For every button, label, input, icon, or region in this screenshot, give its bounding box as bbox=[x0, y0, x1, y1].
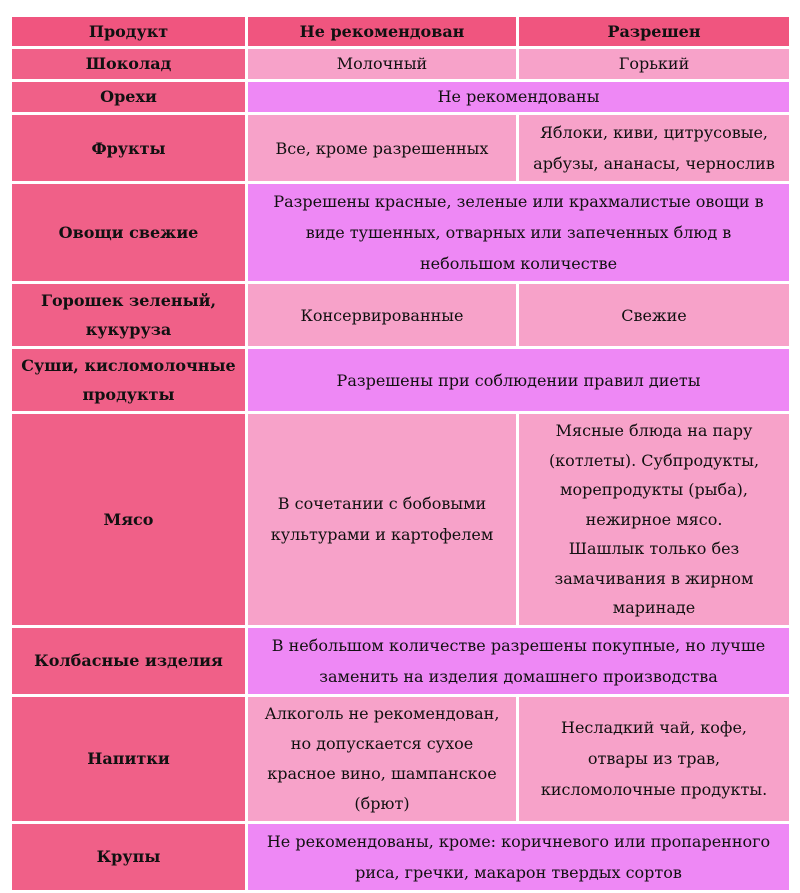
table-row-meat bbox=[12, 414, 789, 625]
fruits-not-recommended: Все, кроме разрешенных bbox=[248, 115, 516, 181]
grains-note-line: риса, гречки, макарон твердых сортов bbox=[355, 862, 682, 882]
product-nuts: Орехи bbox=[12, 82, 245, 112]
sausage-note-line: заменить на изделия домашнего производства bbox=[319, 666, 718, 686]
grains-note-line: Не рекомендованы, кроме: коричневого или пропаренного bbox=[266, 831, 771, 851]
meat-allowed-line: (котлеты). Субпродукты, bbox=[548, 450, 760, 470]
table-row-vegetables bbox=[12, 184, 789, 281]
drinks-allowed-line: кисломолочные продукты. bbox=[540, 780, 768, 799]
table-row-grains bbox=[12, 824, 789, 890]
table-row-nuts bbox=[12, 82, 789, 112]
meat-allowed-line: нежирное мясо. bbox=[585, 509, 723, 529]
sushi-note: Разрешены при соблюдении правил диеты bbox=[248, 349, 789, 411]
vegetables-note bbox=[248, 184, 789, 281]
drinks-not-recommended-line: красное вино, шампанское bbox=[267, 763, 497, 783]
vegetables-note-line: виде тушенных, отварных или запеченных блюд в bbox=[305, 223, 732, 242]
product-peas-line: Горошек зеленый, bbox=[40, 291, 217, 310]
product-drinks: Напитки bbox=[12, 697, 245, 821]
diet-table bbox=[9, 14, 792, 893]
drinks-not-recommended bbox=[248, 697, 516, 821]
fruits-allowed bbox=[519, 115, 789, 181]
sausage-note bbox=[248, 628, 789, 694]
table-row-sausage bbox=[12, 628, 789, 694]
product-peas-line: кукуруза bbox=[85, 320, 172, 339]
product-chocolate: Шоколад bbox=[12, 49, 245, 79]
meat-not-recommended-line: культурами и картофелем bbox=[270, 525, 494, 545]
meat-allowed-line: морепродукты (рыба), bbox=[560, 480, 748, 499]
meat-allowed-line: замачивания в жирном bbox=[554, 568, 754, 588]
product-vegetables: Овощи свежие bbox=[12, 184, 245, 281]
vegetables-note-line: небольшом количестве bbox=[419, 254, 618, 273]
product-sushi-line: продукты bbox=[82, 385, 175, 404]
meat-not-recommended bbox=[248, 414, 516, 625]
peas-allowed: Свежие bbox=[519, 284, 789, 346]
table-header-row bbox=[12, 17, 789, 46]
chocolate-not-recommended: Молочный bbox=[248, 49, 516, 79]
meat-allowed-line: Мясные блюда на пару bbox=[555, 421, 753, 440]
header-allowed: Разрешен bbox=[519, 17, 789, 46]
drinks-not-recommended-line: но допускается сухое bbox=[290, 733, 474, 753]
fruits-allowed-line: арбузы, ананасы, чернослив bbox=[533, 154, 775, 173]
sausage-note-line: В небольшом количестве разрешены покупные, но лучше bbox=[271, 635, 766, 655]
product-meat: Мясо bbox=[12, 414, 245, 625]
drinks-not-recommended-line: (брют) bbox=[354, 793, 410, 813]
table-row-sushi bbox=[12, 349, 789, 411]
table-row-peas bbox=[12, 284, 789, 346]
product-grains: Крупы bbox=[12, 824, 245, 890]
nuts-note: Не рекомендованы bbox=[248, 82, 789, 112]
product-sushi-line: Суши, кисломолочные bbox=[21, 356, 236, 375]
product-fruits: Фрукты bbox=[12, 115, 245, 181]
table-row-drinks bbox=[12, 697, 789, 821]
grains-note bbox=[248, 824, 789, 890]
table-row-fruits bbox=[12, 115, 789, 181]
drinks-allowed-line: Несладкий чай, кофе, bbox=[560, 718, 747, 737]
peas-not-recommended: Консервированные bbox=[248, 284, 516, 346]
meat-allowed bbox=[519, 414, 789, 625]
meat-allowed-line: Шашлык только без bbox=[568, 539, 740, 558]
table-row-chocolate bbox=[12, 49, 789, 79]
header-not-recommended: Не рекомендован bbox=[248, 17, 516, 46]
product-sausage: Колбасные изделия bbox=[12, 628, 245, 694]
diet-table-container bbox=[9, 14, 789, 893]
fruits-allowed-line: Яблоки, киви, цитрусовые, bbox=[539, 123, 769, 142]
drinks-allowed-line: отвары из трав, bbox=[587, 749, 721, 768]
meat-allowed-line: маринаде bbox=[612, 598, 696, 617]
product-peas bbox=[12, 284, 245, 346]
header-product: Продукт bbox=[12, 17, 245, 46]
drinks-not-recommended-line: Алкоголь не рекомендован, bbox=[264, 703, 500, 723]
chocolate-allowed: Горький bbox=[519, 49, 789, 79]
meat-not-recommended-line: В сочетании с бобовыми bbox=[277, 494, 487, 514]
drinks-allowed bbox=[519, 697, 789, 821]
product-sushi bbox=[12, 349, 245, 411]
vegetables-note-line: Разрешены красные, зеленые или крахмалистые овощи в bbox=[273, 192, 764, 211]
